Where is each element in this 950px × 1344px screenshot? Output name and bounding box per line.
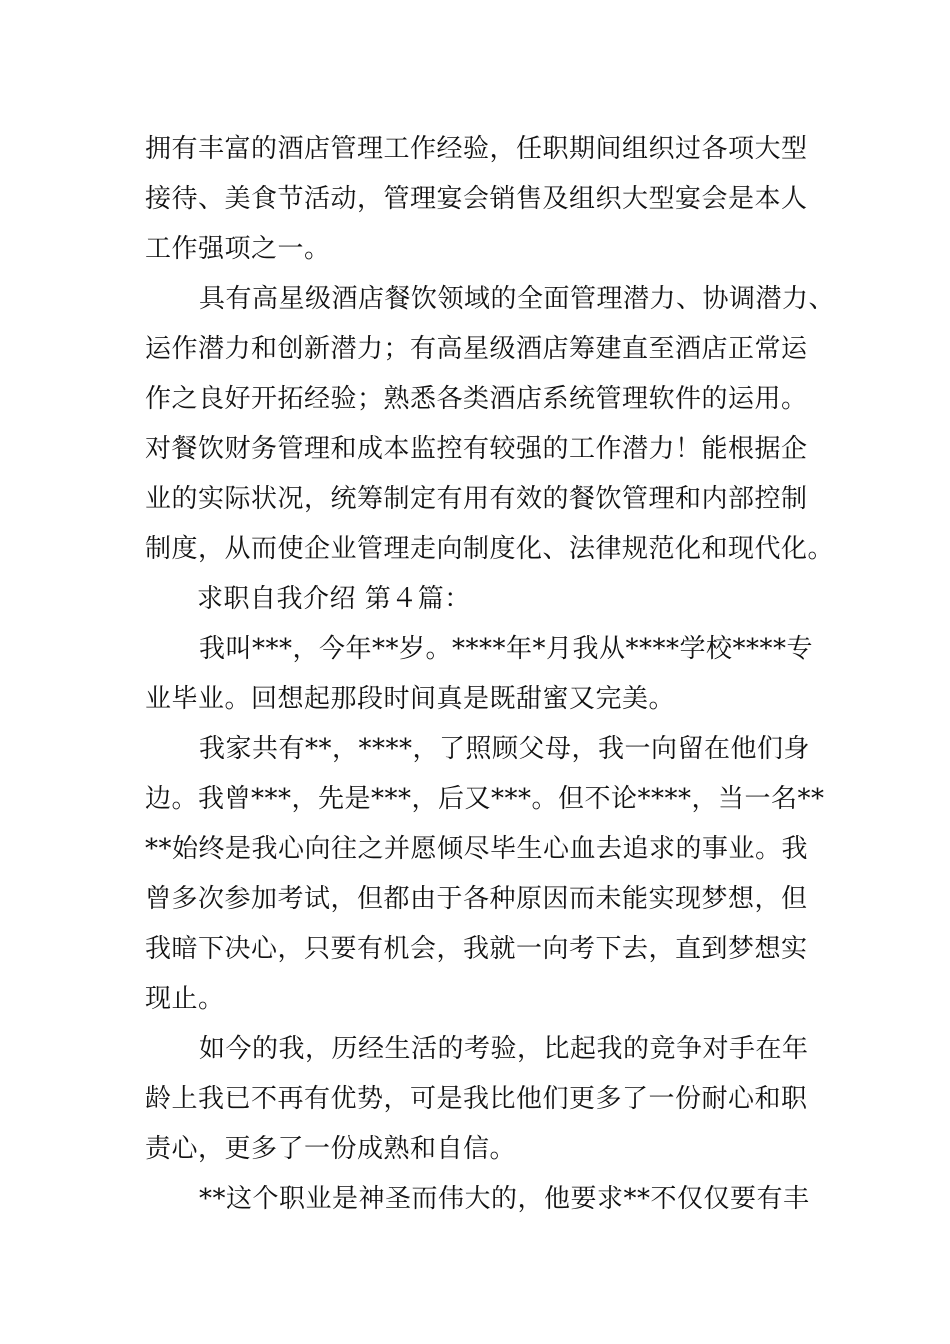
text-line: 曾多次参加考试，但都由于各种原因而未能实现梦想，但 [145, 884, 808, 914]
text-line: 现止。 [145, 984, 225, 1014]
text-line: **始终是我心向往之并愿倾尽毕生心血去追求的事业。我 [145, 834, 809, 864]
text-line: 作之良好开拓经验；熟悉各类酒店系统管理软件的运用。 [145, 384, 808, 414]
section-heading: 求职自我介绍 第４篇： [197, 584, 471, 614]
paragraph-first-line: 具有高星级酒店餐饮领域的全面管理潜力、协调潜力、 [199, 284, 836, 314]
text-line: 边。我曾***，先是***，后又***。但不论****，当一名** [145, 784, 825, 814]
text-line: 我暗下决心，只要有机会，我就一向考下去，直到梦想实 [145, 934, 808, 964]
text-line: 责心，更多了一份成熟和自信。 [145, 1134, 517, 1164]
text-line: 业的实际状况，统筹制定有用有效的餐饮管理和内部控制 [145, 484, 808, 514]
text-line: 制度，从而使企业管理走向制度化、法律规范化和现代化。 [145, 534, 835, 564]
paragraph-first-line: 我叫***，今年**岁。****年*月我从****学校****专 [199, 634, 814, 664]
text-line: 运作潜力和创新潜力；有高星级酒店筹建直至酒店正常运 [145, 334, 808, 364]
text-line: 接待、美食节活动，管理宴会销售及组织大型宴会是本人 [145, 184, 808, 214]
paragraph-first-line: **这个职业是神圣而伟大的，他要求**不仅仅要有丰 [199, 1184, 810, 1214]
paragraph-first-line: 如今的我，历经生活的考验，比起我的竞争对手在年 [199, 1034, 809, 1064]
text-line: 对餐饮财务管理和成本监控有较强的工作潜力！能根据企 [145, 434, 808, 464]
text-line: 拥有丰富的酒店管理工作经验，任职期间组织过各项大型 [145, 134, 808, 164]
text-line: 龄上我已不再有优势，可是我比他们更多了一份耐心和职 [145, 1084, 808, 1114]
paragraph-first-line: 我家共有**，****，了照顾父母，我一向留在他们身 [199, 734, 811, 764]
text-line: 工作强项之一。 [145, 234, 331, 264]
text-line: 业毕业。回想起那段时间真是既甜蜜又完美。 [145, 684, 676, 714]
